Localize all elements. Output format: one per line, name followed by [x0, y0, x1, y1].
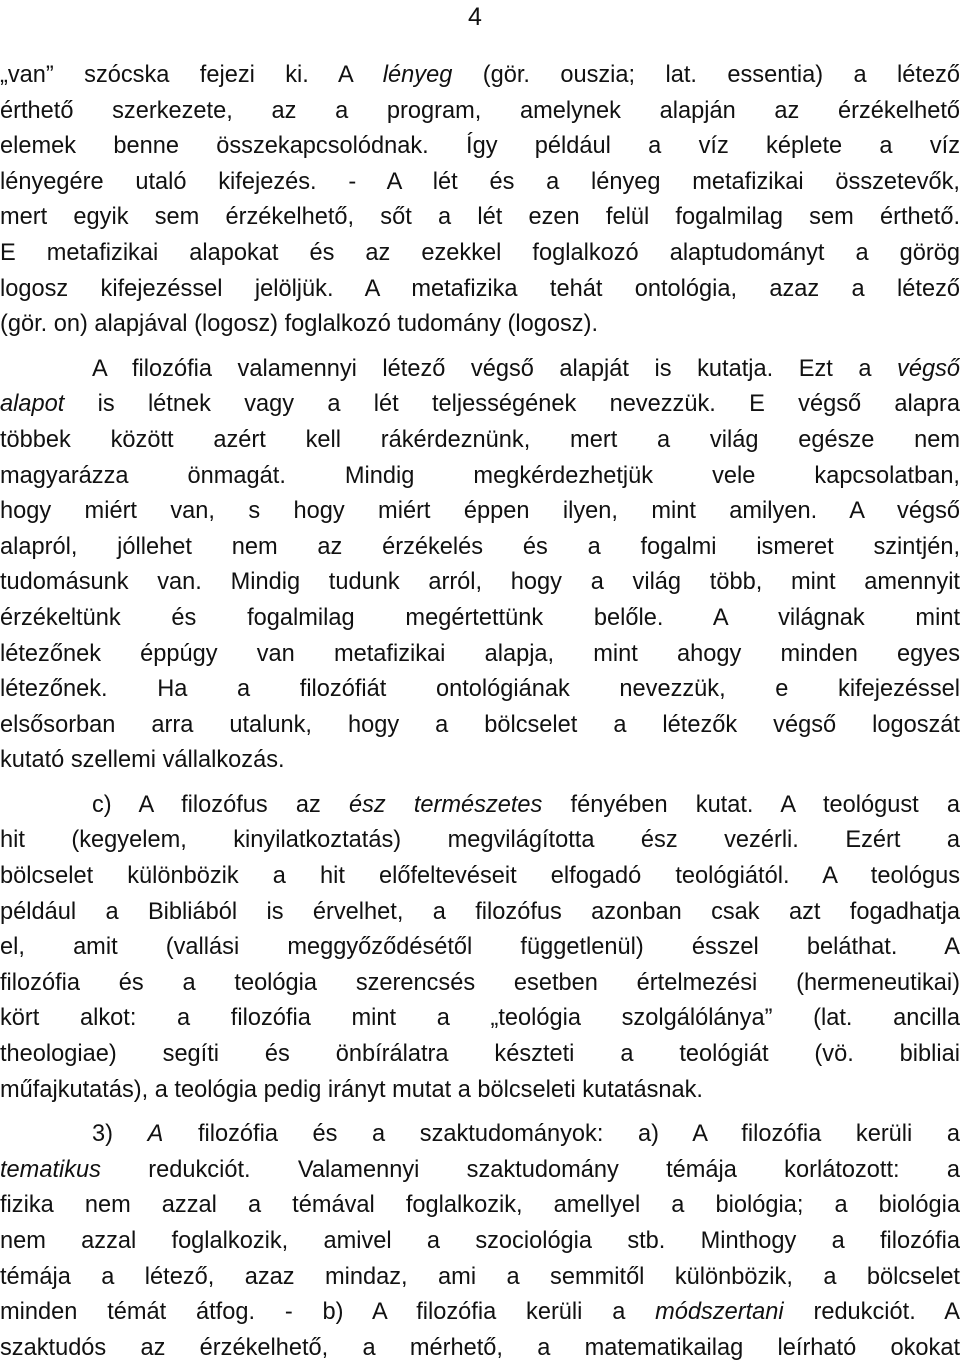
emphasized-text: végső: [897, 355, 960, 382]
text-segment: alapról, jóllehet nem az érzékelés és a fogalmi ismeret szintjén,: [0, 533, 960, 560]
text-segment: 3): [92, 1121, 148, 1148]
text-segment: redukciót. Valamennyi szaktudomány témája korlátozott: a: [100, 1156, 960, 1183]
text-line: [0, 1001, 960, 1037]
text-segment: „van” szócska fejezi ki. A: [0, 62, 383, 88]
text-segment: témája a létező, azaz mindaz, ami a semmitől különbözik, a bölcselet: [0, 1263, 960, 1290]
text-line: [0, 1037, 960, 1073]
emphasized-text: alapot: [0, 391, 65, 418]
emphasized-text: A: [147, 1121, 164, 1148]
text-segment: tudomásunk van. Mindig tudunk arról, hogy a világ több, mint amennyit: [0, 569, 960, 596]
text-line: [0, 387, 960, 423]
text-line: [0, 930, 960, 966]
text-line: [0, 966, 960, 1002]
text-line: [0, 788, 960, 824]
text-segment: E metafizikai alapokat és az ezekkel foglalkozó alaptudományt a görög: [0, 239, 960, 266]
text-line: [0, 1295, 960, 1331]
text-line: [0, 129, 960, 165]
text-line: [0, 165, 960, 201]
text-segment: fényében kutat. A teológust a: [542, 791, 960, 818]
text-line: [0, 459, 960, 495]
text-segment: elsősorban arra utalunk, hogy a bölcselet a létezők végső logoszát: [0, 711, 960, 738]
emphasized-text: módszertani: [655, 1299, 784, 1326]
text-line: [0, 1073, 960, 1109]
emphasized-text: tematikus: [0, 1156, 101, 1183]
text-segment: létezőnek éppúgy van metafizikai alapja, mint ahogy minden egyes: [0, 640, 960, 667]
text-line: [0, 200, 960, 236]
text-segment: magyarázza önmagát. Mindig megkérdezhetjük vele kapcsolatban,: [0, 462, 960, 489]
text-line: [0, 352, 960, 388]
body-text: [0, 58, 960, 1366]
text-segment: érthető szerkezete, az a program, amelynek alapján az érzékelhető: [0, 97, 960, 124]
text-segment: nem azzal foglalkozik, amivel a szociológia stb. Minthogy a filozófia: [0, 1228, 960, 1254]
text-segment: logosz kifejezéssel jelöljük. A metafizika tehát ontológia, azaz a létező: [0, 275, 960, 302]
text-line: [0, 1331, 960, 1366]
emphasized-text: lényeg: [382, 62, 453, 88]
text-segment: filozófia és a teológia szerencsés esetben értelmezési (hermeneutikai): [0, 969, 960, 996]
text-line: [0, 1224, 960, 1260]
text-line: [0, 895, 960, 931]
text-line: [0, 307, 960, 343]
text-segment: el, amit (vallási meggyőződésétől függetlenül) ésszel beláthat. A: [0, 934, 960, 961]
text-segment: A filozófia valamennyi létező végső alapját is kutatja. Ezt a: [92, 355, 898, 382]
text-line: [0, 672, 960, 708]
text-line: [0, 743, 960, 779]
text-segment: theologiae) segíti és önbírálatra készteti a teológiát (vö. bibliai: [0, 1041, 960, 1068]
text-line: [0, 236, 960, 272]
text-segment: redukciót. A: [783, 1299, 960, 1326]
text-segment: mert egyik sem érzékelhető, sőt a lét ezen felül fogalmilag sem érthető.: [0, 204, 960, 231]
page-number: 4: [468, 3, 482, 31]
text-segment: kutató szellemi vállalkozás.: [0, 747, 285, 774]
text-line: [0, 1260, 960, 1296]
text-segment: filozófia és a szaktudományok: a) A filozófia kerüli a: [163, 1121, 960, 1148]
text-line: [0, 494, 960, 530]
text-segment: műfajkutatás), a teológia pedig irányt mutat a bölcseleti kutatásnak.: [0, 1076, 703, 1103]
text-line: [0, 601, 960, 637]
text-segment: szaktudós az érzékelhető, a mérhető, a matematikailag leírható okokat: [0, 1334, 960, 1361]
text-segment: létezőnek. Ha a filozófiát ontológiának nevezzük, e kifejezéssel: [0, 676, 960, 703]
text-segment: (gör. on) alapjával (logosz) foglalkozó tudomány (logosz).: [0, 311, 599, 338]
text-segment: elemek benne összekapcsolódnak. Így például a víz képlete a víz: [0, 133, 960, 160]
text-segment: többek között azért kell rákérdeznünk, mert a világ egésze nem: [0, 426, 960, 453]
text-segment: lényegére utaló kifejezés. - A lét és a lényeg metafizikai összetevők,: [0, 168, 960, 195]
text-line: [0, 637, 960, 673]
text-line: [0, 859, 960, 895]
text-segment: is létnek vagy a lét teljességének nevezzük. E végső alapra: [64, 391, 960, 418]
text-segment: hit (kegyelem, kinyilatkoztatás) megvilágította ész vezérli. Ezért a: [0, 827, 960, 854]
text-line: [0, 1188, 960, 1224]
text-line: [0, 565, 960, 601]
text-line: [0, 708, 960, 744]
text-line: [0, 94, 960, 130]
emphasized-text: ész természetes: [348, 791, 543, 818]
text-line: [0, 272, 960, 308]
text-line: [0, 58, 960, 94]
text-segment: fizika nem azzal a témával foglalkozik, amellyel a biológia; a biológia: [0, 1192, 960, 1219]
text-line: [0, 823, 960, 859]
text-segment: érzékeltünk és fogalmilag megértettünk belőle. A világnak mint: [0, 604, 960, 631]
text-segment: például a Bibliából is érvelhet, a filozófus azonban csak azt fogadhatja: [0, 898, 960, 925]
text-segment: hogy miért van, s hogy miért éppen ilyen, mint amilyen. A végső: [0, 498, 960, 525]
text-line: [0, 423, 960, 459]
text-segment: kört alkot: a filozófia mint a „teológia szolgálólánya” (lat. ancilla: [0, 1005, 960, 1032]
text-line: [0, 530, 960, 566]
text-segment: minden témát átfog. - b) A filozófia kerüli a: [0, 1299, 656, 1326]
text-segment: bölcselet különbözik a hit előfeltevéseit elfogadó teológiától. A teológus: [0, 863, 960, 890]
text-segment: (gör. ouszia; lat. essentia) a létező: [452, 62, 960, 88]
text-line: [0, 1153, 960, 1189]
text-segment: c) A filozófus az: [92, 791, 349, 818]
text-line: [0, 1117, 960, 1153]
